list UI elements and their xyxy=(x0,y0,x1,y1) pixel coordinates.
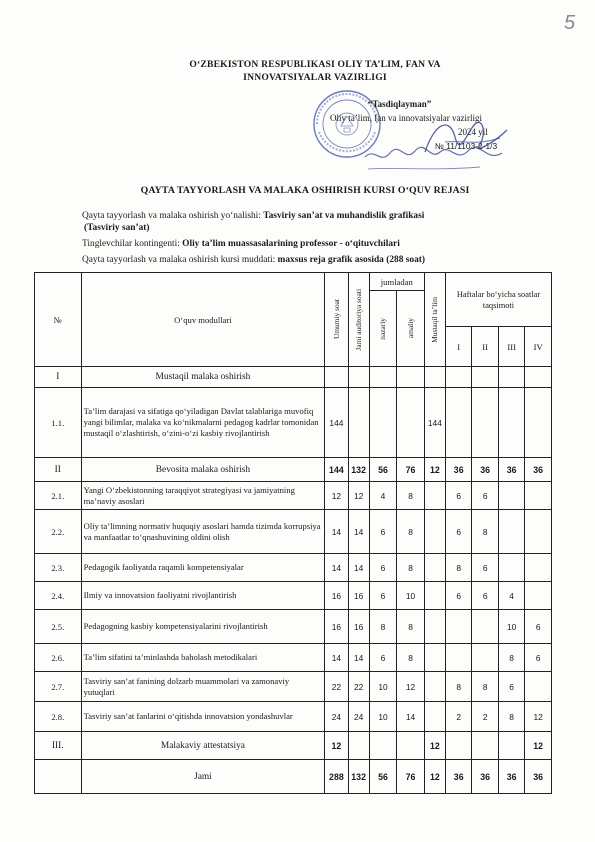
section-value: 56 xyxy=(369,458,397,482)
table-row xyxy=(35,672,552,702)
row-value: 6 xyxy=(472,482,498,510)
row-value: 16 xyxy=(325,610,348,644)
section-value: 288 xyxy=(325,760,348,794)
section-value xyxy=(325,367,348,388)
row-value: 6 xyxy=(445,582,471,610)
section-value: 56 xyxy=(369,760,397,794)
row-value: 8 xyxy=(397,644,425,672)
row-value: 6 xyxy=(369,582,397,610)
module-name: Ta’lim darajasi va sifatiga qo‘yiladigan Davlat talablariga muvofiq yangi bilimlar, malaka va ko‘nikmalarni pedagog kadrlar tomonidan mustaqil o‘zlashtirish, o‘zini-o‘zi kasbiy rivojlantirish xyxy=(81,388,325,458)
section-value: 36 xyxy=(472,458,498,482)
row-value: 12 xyxy=(525,702,552,732)
row-value xyxy=(525,672,552,702)
row-value xyxy=(525,388,552,458)
section-value xyxy=(445,732,471,760)
row-value: 6 xyxy=(472,582,498,610)
row-value xyxy=(424,510,445,554)
header-independent: Mustaqil ta’lim xyxy=(430,296,440,343)
section-row xyxy=(35,367,552,388)
row-value: 8 xyxy=(369,610,397,644)
course-meta xyxy=(82,210,562,266)
row-value xyxy=(525,554,552,582)
section-value xyxy=(369,732,397,760)
row-value: 22 xyxy=(325,672,348,702)
module-name: Tasviriy san’at fanining dolzarb muammolari va zamonaviy yutuqlari xyxy=(81,672,325,702)
module-name: Pedagogning kasbiy kompetensiyalarini rivojlantirish xyxy=(81,610,325,644)
row-value: 8 xyxy=(472,672,498,702)
section-number: III. xyxy=(35,732,82,760)
row-value xyxy=(445,610,471,644)
contingent-label: Tinglevchilar kontingenti: xyxy=(82,239,180,249)
section-value xyxy=(369,367,397,388)
direction-sub: (Tasviriy san’at) xyxy=(84,223,150,233)
row-value: 8 xyxy=(445,672,471,702)
section-value: 36 xyxy=(445,458,471,482)
row-value: 14 xyxy=(325,644,348,672)
row-number: 1.1. xyxy=(35,388,82,458)
header-including: jumladan xyxy=(369,273,424,291)
module-name: Yangi O‘zbekistonning taraqqiyot strategiyasi va jamiyatning ma’naviy asoslari xyxy=(81,482,325,510)
row-value: 12 xyxy=(348,482,369,510)
page-number: 5 xyxy=(564,12,576,34)
row-value: 8 xyxy=(498,644,524,672)
section-row xyxy=(35,732,552,760)
row-value: 8 xyxy=(397,554,425,582)
header-weeks: Haftalar bo‘yicha soatlar taqsimoti xyxy=(445,273,551,327)
approval-year: 2024 yil xyxy=(458,127,488,137)
row-value: 8 xyxy=(498,702,524,732)
direction-label: Qayta tayyorlash va malaka oshirish yo‘nalishi: xyxy=(82,211,261,221)
module-name: Tasviriy san’at fanlarini o‘qitishda innovatsion yondashuvlar xyxy=(81,702,325,732)
row-value: 24 xyxy=(348,702,369,732)
row-number: 2.6. xyxy=(35,644,82,672)
section-value: 36 xyxy=(525,458,552,482)
row-value xyxy=(369,388,397,458)
row-value xyxy=(498,510,524,554)
section-number: I xyxy=(35,367,82,388)
row-value: 14 xyxy=(348,554,369,582)
row-value: 8 xyxy=(397,610,425,644)
row-value xyxy=(445,388,471,458)
row-number: 2.8. xyxy=(35,702,82,732)
table-row xyxy=(35,510,552,554)
section-value: 76 xyxy=(397,760,425,794)
handwritten-date xyxy=(360,137,510,177)
row-value: 22 xyxy=(348,672,369,702)
row-value: 14 xyxy=(348,644,369,672)
row-value: 144 xyxy=(325,388,348,458)
approval-number: № 11/1103-2-1/3 xyxy=(434,141,498,151)
duration-value: maxsus reja grafik asosida (288 soat) xyxy=(277,255,426,265)
section-value xyxy=(424,367,445,388)
row-value: 24 xyxy=(325,702,348,732)
table-row xyxy=(35,644,552,672)
row-number: 2.5. xyxy=(35,610,82,644)
section-value xyxy=(498,367,524,388)
row-value xyxy=(498,388,524,458)
row-value xyxy=(445,644,471,672)
approval-position: Oliy ta’lim, fan va innovatsiyalar vazirligi xyxy=(330,113,482,123)
row-value: 2 xyxy=(445,702,471,732)
section-row xyxy=(35,760,552,794)
row-value: 10 xyxy=(498,610,524,644)
row-value xyxy=(424,554,445,582)
duration-label: Qayta tayyorlash va malaka oshirish kursi muddati: xyxy=(82,255,276,265)
row-value: 144 xyxy=(424,388,445,458)
row-value: 6 xyxy=(369,510,397,554)
row-value: 8 xyxy=(397,482,425,510)
row-value: 6 xyxy=(445,482,471,510)
section-value: 12 xyxy=(525,732,552,760)
section-value xyxy=(498,732,524,760)
section-title: Bevosita malaka oshirish xyxy=(81,458,325,482)
row-value: 6 xyxy=(445,510,471,554)
row-value: 14 xyxy=(325,554,348,582)
row-number: 2.4. xyxy=(35,582,82,610)
row-value xyxy=(424,482,445,510)
header-week-2: II xyxy=(472,327,498,367)
table-row xyxy=(35,702,552,732)
section-value xyxy=(445,367,471,388)
section-value xyxy=(348,732,369,760)
section-value xyxy=(472,367,498,388)
section-value: 36 xyxy=(445,760,471,794)
row-value: 6 xyxy=(369,554,397,582)
row-value xyxy=(424,582,445,610)
row-value: 10 xyxy=(369,702,397,732)
header-total: Umumiy soat xyxy=(331,299,341,340)
module-name: Ta’lim sifatini ta’minlashda baholash metodikalari xyxy=(81,644,325,672)
section-row xyxy=(35,458,552,482)
row-value xyxy=(424,610,445,644)
row-value: 2 xyxy=(472,702,498,732)
row-value xyxy=(424,702,445,732)
module-name: Ilmiy va innovatsion faoliyatni rivojlantirish xyxy=(81,582,325,610)
row-value: 6 xyxy=(472,554,498,582)
section-value: 12 xyxy=(325,732,348,760)
row-number: 2.7. xyxy=(35,672,82,702)
row-value xyxy=(525,482,552,510)
header-week-3: III xyxy=(498,327,524,367)
module-name: Pedagogik faoliyatda raqamli kompetensiyalar xyxy=(81,554,325,582)
section-value: 36 xyxy=(498,458,524,482)
row-value xyxy=(472,388,498,458)
approval-word: “Tasdiqlayman” xyxy=(368,99,432,109)
row-value: 6 xyxy=(525,610,552,644)
row-value: 10 xyxy=(397,582,425,610)
row-value xyxy=(498,482,524,510)
row-value: 4 xyxy=(369,482,397,510)
curriculum-table xyxy=(34,272,552,794)
row-value xyxy=(472,610,498,644)
document-title: QAYTA TAYYORLASH VA MALAKA OSHIRISH KURSI O‘QUV REJASI xyxy=(140,185,470,196)
row-value xyxy=(472,644,498,672)
row-value: 4 xyxy=(498,582,524,610)
section-title: Malakaviy attestatsiya xyxy=(81,732,325,760)
table-row xyxy=(35,388,552,458)
row-value: 6 xyxy=(525,644,552,672)
section-value: 36 xyxy=(525,760,552,794)
section-title: Jami xyxy=(81,760,325,794)
row-value: 12 xyxy=(325,482,348,510)
section-value: 12 xyxy=(424,458,445,482)
section-value xyxy=(397,732,425,760)
header-week-4: IV xyxy=(525,327,552,367)
section-value: 12 xyxy=(424,760,445,794)
row-number: 2.1. xyxy=(35,482,82,510)
section-value xyxy=(348,367,369,388)
section-number xyxy=(35,760,82,794)
row-number: 2.2. xyxy=(35,510,82,554)
row-value: 14 xyxy=(348,510,369,554)
header-no: № xyxy=(35,273,82,367)
section-value xyxy=(472,732,498,760)
section-value: 132 xyxy=(348,760,369,794)
row-number: 2.3. xyxy=(35,554,82,582)
section-number: II xyxy=(35,458,82,482)
table-row xyxy=(35,610,552,644)
row-value: 8 xyxy=(397,510,425,554)
row-value: 14 xyxy=(325,510,348,554)
row-value xyxy=(424,644,445,672)
header-week-1: I xyxy=(445,327,471,367)
section-title: Mustaqil malaka oshirish xyxy=(81,367,325,388)
section-value: 36 xyxy=(472,760,498,794)
header-auditorium: Jami auditoriya soati xyxy=(354,288,364,351)
row-value: 14 xyxy=(397,702,425,732)
section-value: 144 xyxy=(325,458,348,482)
section-value: 36 xyxy=(498,760,524,794)
row-value xyxy=(525,582,552,610)
row-value xyxy=(498,554,524,582)
row-value: 12 xyxy=(397,672,425,702)
row-value xyxy=(397,388,425,458)
header-practice: amaliy xyxy=(406,318,416,339)
direction-value: Tasviriy san’at va muhandislik grafikasi xyxy=(263,211,425,221)
table-row xyxy=(35,482,552,510)
row-value: 8 xyxy=(472,510,498,554)
header-modules: O‘quv modullari xyxy=(81,273,325,367)
section-value: 132 xyxy=(348,458,369,482)
row-value xyxy=(525,510,552,554)
row-value: 16 xyxy=(348,610,369,644)
row-value: 6 xyxy=(498,672,524,702)
contingent-value: Oliy ta’lim muassasalarining professor - o‘qituvchilari xyxy=(182,239,400,249)
row-value: 10 xyxy=(369,672,397,702)
table-row xyxy=(35,554,552,582)
row-value: 16 xyxy=(348,582,369,610)
module-name: Oliy ta’limning normativ huquqiy asoslari hamda tizimda korrupsiya va manfaatlar to‘qnashuvining oldini olish xyxy=(81,510,325,554)
row-value: 8 xyxy=(445,554,471,582)
header-theory: nazariy xyxy=(378,317,388,340)
row-value: 16 xyxy=(325,582,348,610)
row-value xyxy=(424,672,445,702)
section-value xyxy=(397,367,425,388)
row-value xyxy=(348,388,369,458)
ministry-header: O‘ZBEKISTON RESPUBLIKASI OLIY TA’LIM, FAN VA INNOVATSIYALAR VAZIRLIGI xyxy=(189,59,441,83)
section-value: 76 xyxy=(397,458,425,482)
section-value: 12 xyxy=(424,732,445,760)
section-value xyxy=(525,367,552,388)
row-value: 6 xyxy=(369,644,397,672)
table-row xyxy=(35,582,552,610)
